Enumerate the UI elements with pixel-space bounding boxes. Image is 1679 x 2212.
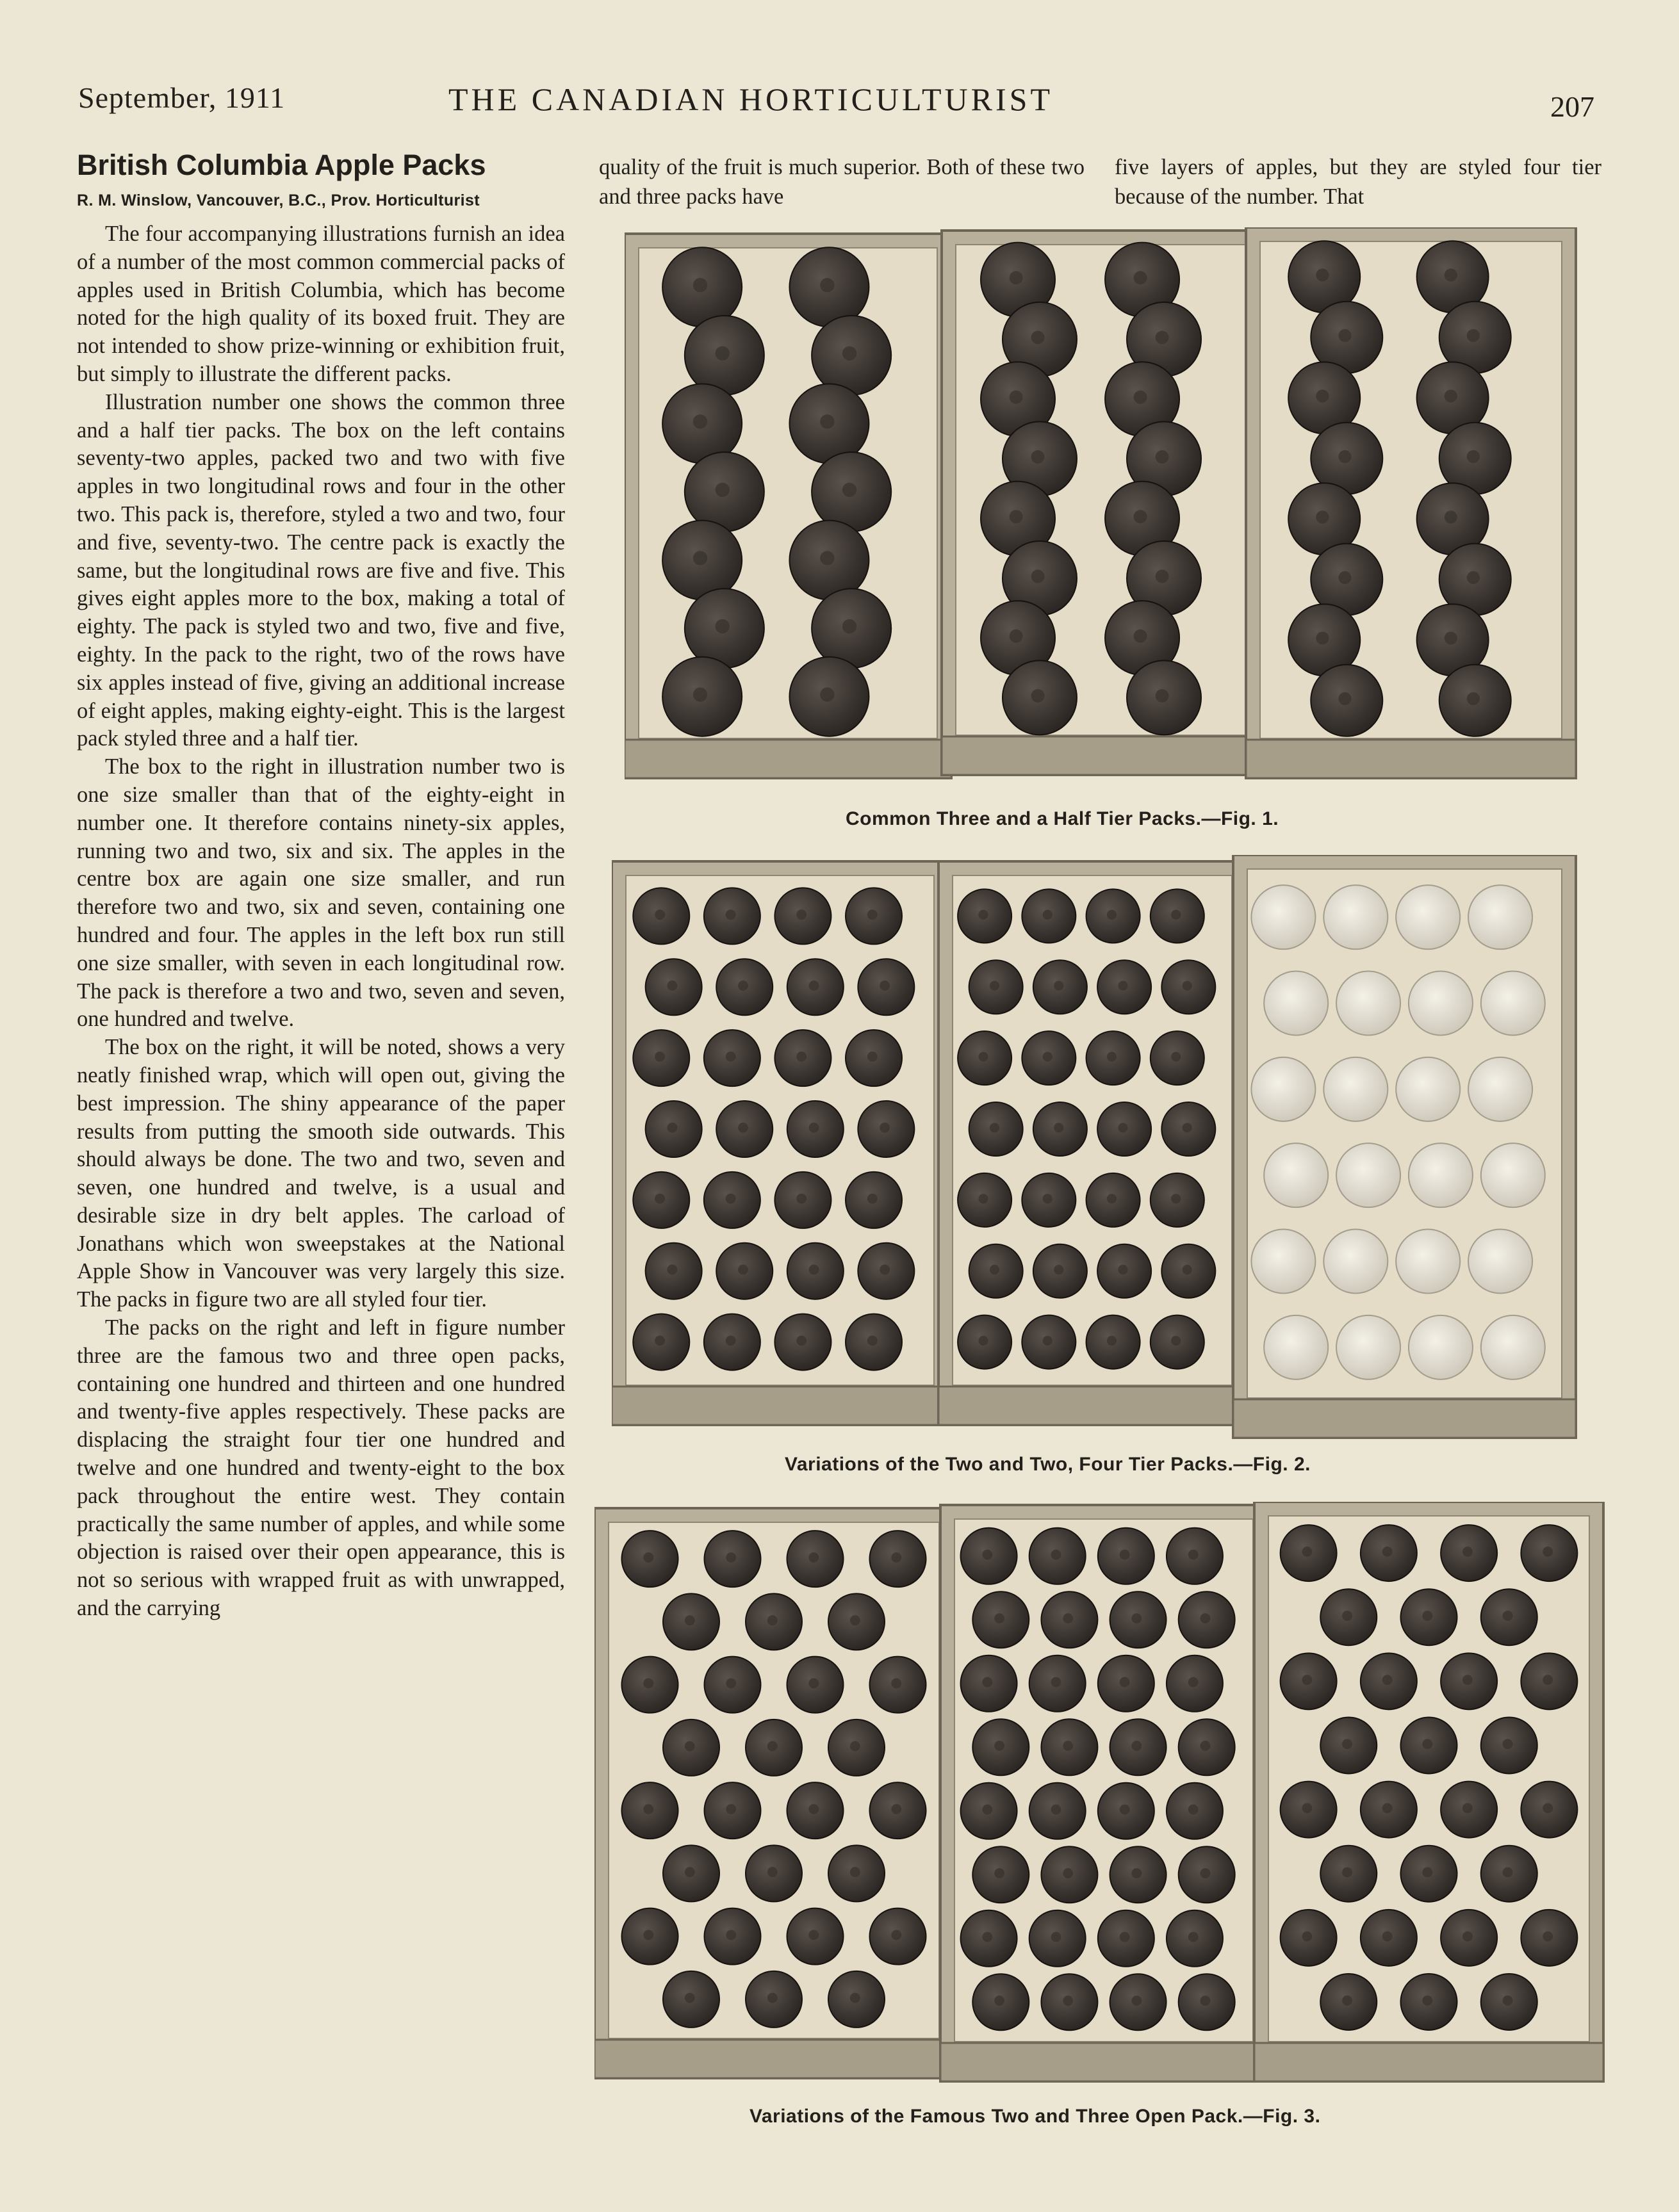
apple-box xyxy=(940,1505,1267,2081)
paragraph: Illustration number one shows the common three and a half tier packs. The box on the left contains seventy-two apples, packed two and two with five apples in two longitudinal rows and four in the other two. This pack is, therefore, styled a two and two, four and five, seventy-two. The centre pack is exactly the same, but the longitudinal rows are five and five. This gives eight apples more to the box, making a total of eighty. The pack is styled two and two, five and five, eighty. In the pack to the right, two of the rows have six apples instead of five, giving an additional increase of eight apples, making eighty-eight. This is the largest pack styled three and a half tier. xyxy=(77,389,565,751)
wrapped-apple xyxy=(1468,1230,1532,1294)
wrapped-apple xyxy=(1323,1230,1388,1294)
wrapped-apple xyxy=(1409,972,1473,1036)
wrapped-apple xyxy=(1481,1315,1545,1379)
article-title: British Columbia Apple Packs xyxy=(77,149,486,181)
paragraph: The four accompanying illustrations furnish an idea of a number of the most common commercial packs of apples used in British Columbia, which has become noted for the high quality of its boxed fruit. They are not intended to show prize-winning or exhibition fruit, but simply to illustrate the different packs. xyxy=(77,222,565,386)
page-number: 207 xyxy=(1550,90,1594,123)
wrapped-apple xyxy=(1264,1143,1328,1207)
continuation-text-col3: five layers of apples, but they are styled four tier because of the number. That xyxy=(1115,155,1601,209)
wrapped-apple xyxy=(1336,972,1400,1036)
apple-box xyxy=(942,231,1262,775)
wrapped-apple xyxy=(1336,1315,1400,1379)
wrapped-apple xyxy=(1481,1143,1545,1207)
figure-2-image xyxy=(612,855,1579,1444)
apple-box xyxy=(1246,227,1576,778)
figure-1-caption: Common Three and a Half Tier Packs.—Fig. 1. xyxy=(846,808,1279,829)
figure-3-image xyxy=(594,1502,1607,2091)
paragraph: The box on the right, it will be noted, shows a very neatly finished wrap, which will open out, giving the best impression. The shiny appearance of the paper results from putting the smooth side outwards. This should always be done. The two and two, seven and seven, one hundred and twelve, is a usual and desirable size in dry belt apples. The carload of Jonathans which won sweepstakes at the National Apple Show in Vancouver was very largely this size. The packs in figure two are all styled four tier. xyxy=(77,1035,565,1312)
issue-date: September, 1911 xyxy=(78,81,286,114)
figure-3-photo xyxy=(594,1502,1607,2091)
wrapped-apple xyxy=(1468,885,1532,949)
paragraph: The packs on the right and left in figure number three are the famous two and three open packs, containing one hundred and thirteen and one hundred and twenty-five apples respectively. These packs are displacing the straight four tier one hundred and twelve and one hundred and twenty-eight to the box pack throughout the entire west. They contain practically the same number of apples, and while some objection is raised over their open appearance, this is not so serious with wrapped fruit as with unwrapped, and the carrying xyxy=(77,1315,565,1621)
wrapped-apple xyxy=(1251,1230,1315,1294)
wrapped-apple xyxy=(1468,1057,1532,1121)
wrapped-apple xyxy=(1336,1143,1400,1207)
wrapped-apple xyxy=(1323,885,1388,949)
figure-2-caption: Variations of the Two and Two, Four Tier Packs.—Fig. 2. xyxy=(785,1454,1311,1475)
wrapped-apple xyxy=(1396,1230,1460,1294)
apple-box xyxy=(594,1508,953,2078)
figure-3-caption: Variations of the Famous Two and Three Open Pack.—Fig. 3. xyxy=(749,2106,1321,2127)
paragraph: The box to the right in illustration number two is one size smaller than that of the eighty-eight in number one. It therefore contains ninety-six apples, running two and two, six and six. The apples in the centre box are again one size smaller, and run therefore two and two, six and seven, containing one hundred and four. The apples in the left box run still one size smaller, with seven in each longitudinal row. The pack is therefore a two and two, seven and seven, one hundred and twelve. xyxy=(77,754,565,1032)
wrapped-apple xyxy=(1323,1057,1388,1121)
wrapped-apple xyxy=(1396,1057,1460,1121)
wrapped-apple xyxy=(1251,885,1315,949)
article-body xyxy=(77,220,565,1623)
figure-1-photo xyxy=(625,227,1579,785)
wrapped-apple xyxy=(1264,972,1328,1036)
article-column xyxy=(77,147,565,1623)
article-byline: R. M. Winslow, Vancouver, B.C., Prov. Horticulturist xyxy=(77,191,480,209)
wrapped-apple xyxy=(1264,1315,1328,1379)
figure-2-photo xyxy=(612,855,1579,1444)
journal-title: THE CANADIAN HORTICULTURIST xyxy=(448,81,1054,117)
wrapped-apple xyxy=(1409,1143,1473,1207)
wrapped-apple xyxy=(1396,885,1460,949)
apple-box xyxy=(1233,855,1576,1438)
continuation-text-col2: quality of the fruit is much superior. Both of these two and three packs have xyxy=(599,155,1085,209)
figure-1-image xyxy=(625,227,1579,785)
apple-box xyxy=(1254,1502,1603,2081)
wrapped-apple xyxy=(1409,1315,1473,1379)
wrapped-apple xyxy=(1481,972,1545,1036)
apple-box xyxy=(625,234,951,778)
wrapped-apple xyxy=(1251,1057,1315,1121)
apple-box xyxy=(938,861,1246,1425)
apple-box xyxy=(612,861,948,1425)
